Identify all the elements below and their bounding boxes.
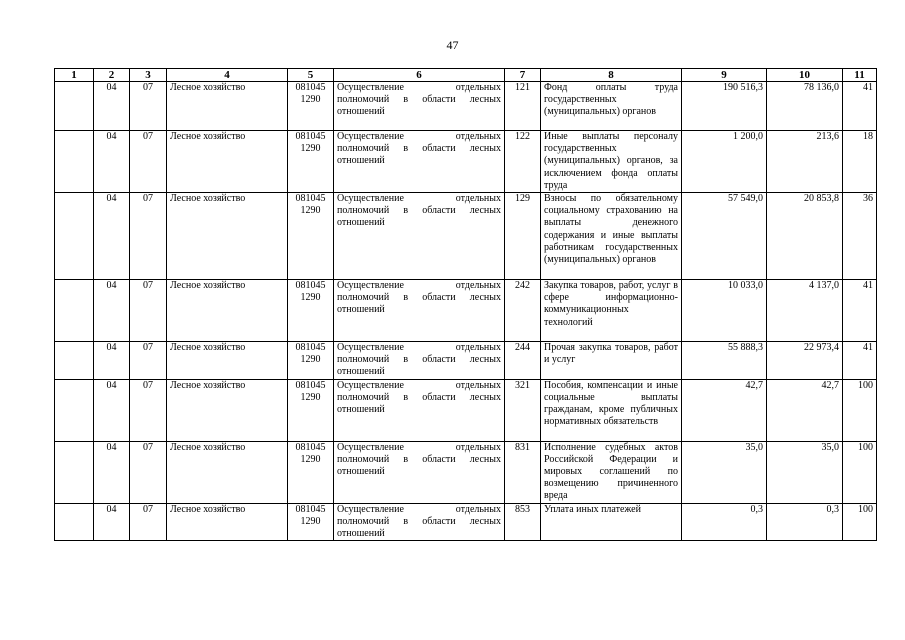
- table-row: [55, 131, 877, 193]
- cell-expense-code: 242: [505, 280, 541, 342]
- cell-percent: 41: [843, 342, 877, 380]
- cell-section: 04: [94, 342, 130, 380]
- cell-expense-name: Прочая закупка товаров, работ и услуг: [541, 342, 682, 380]
- cell-expense-code: 321: [505, 379, 541, 441]
- cell-target-name: Осуществление отдельных полномочий в области лесных отношений: [334, 441, 505, 503]
- cell-target-code: 081045 1290: [288, 131, 334, 193]
- cell-section-name: Лесное хозяйство: [167, 193, 288, 280]
- cell-percent: 41: [843, 280, 877, 342]
- cell-plan-amount: 42,7: [682, 379, 767, 441]
- cell-expense-code: 831: [505, 441, 541, 503]
- table-row: [55, 82, 877, 131]
- cell-target-name: Осуществление отдельных полномочий в области лесных отношений: [334, 342, 505, 380]
- table-row: [55, 441, 877, 503]
- cell-subsection: 07: [130, 342, 167, 380]
- cell-actual-amount: 78 136,0: [767, 82, 843, 131]
- cell-target-code: 081045 1290: [288, 379, 334, 441]
- cell-section-name: Лесное хозяйство: [167, 82, 288, 131]
- cell-expense-name: Пособия, компенсации и иные социальные выплаты гражданам, кроме публичных нормативных обязательств: [541, 379, 682, 441]
- cell-plan-amount: 0,3: [682, 503, 767, 541]
- table-row: [55, 379, 877, 441]
- cell-subsection: 07: [130, 82, 167, 131]
- cell-actual-amount: 213,6: [767, 131, 843, 193]
- cell-blank: [55, 342, 94, 380]
- cell-expense-name: Фонд оплаты труда государственных (муниципальных) органов: [541, 82, 682, 131]
- cell-percent: 100: [843, 503, 877, 541]
- cell-percent: 41: [843, 82, 877, 131]
- cell-section: 04: [94, 379, 130, 441]
- cell-plan-amount: 35,0: [682, 441, 767, 503]
- cell-subsection: 07: [130, 379, 167, 441]
- cell-target-code: 081045 1290: [288, 342, 334, 380]
- cell-plan-amount: 55 888,3: [682, 342, 767, 380]
- cell-blank: [55, 503, 94, 541]
- cell-target-code: 081045 1290: [288, 503, 334, 541]
- cell-actual-amount: 0,3: [767, 503, 843, 541]
- cell-plan-amount: 190 516,3: [682, 82, 767, 131]
- cell-section: 04: [94, 193, 130, 280]
- cell-expense-code: 853: [505, 503, 541, 541]
- cell-actual-amount: 20 853,8: [767, 193, 843, 280]
- cell-section-name: Лесное хозяйство: [167, 379, 288, 441]
- cell-section-name: Лесное хозяйство: [167, 441, 288, 503]
- cell-subsection: 07: [130, 280, 167, 342]
- cell-target-code: 081045 1290: [288, 193, 334, 280]
- budget-table: [54, 68, 877, 541]
- cell-percent: 18: [843, 131, 877, 193]
- cell-target-code: 081045 1290: [288, 82, 334, 131]
- cell-percent: 100: [843, 441, 877, 503]
- cell-expense-code: 129: [505, 193, 541, 280]
- column-header: 3: [130, 69, 167, 82]
- cell-expense-code: 244: [505, 342, 541, 380]
- cell-section-name: Лесное хозяйство: [167, 131, 288, 193]
- column-header: 6: [334, 69, 505, 82]
- table-row: [55, 342, 877, 380]
- cell-target-code: 081045 1290: [288, 441, 334, 503]
- column-header: 7: [505, 69, 541, 82]
- cell-blank: [55, 280, 94, 342]
- cell-expense-code: 122: [505, 131, 541, 193]
- header-row: [55, 69, 877, 82]
- cell-expense-name: Иные выплаты персоналу государственных (муниципальных) органов, за исключением фонда оплаты труда: [541, 131, 682, 193]
- cell-plan-amount: 10 033,0: [682, 280, 767, 342]
- cell-target-name: Осуществление отдельных полномочий в области лесных отношений: [334, 193, 505, 280]
- cell-blank: [55, 193, 94, 280]
- cell-expense-name: Исполнение судебных актов Российской Федерации и мировых соглашений по возмещению причиненного вреда: [541, 441, 682, 503]
- column-header: 11: [843, 69, 877, 82]
- cell-subsection: 07: [130, 193, 167, 280]
- cell-actual-amount: 42,7: [767, 379, 843, 441]
- cell-expense-name: Взносы по обязательному социальному страхованию на выплаты денежного содержания и иные выплаты работникам государственных (муниципальных) органов: [541, 193, 682, 280]
- cell-target-name: Осуществление отдельных полномочий в области лесных отношений: [334, 503, 505, 541]
- cell-subsection: 07: [130, 441, 167, 503]
- column-header: 8: [541, 69, 682, 82]
- cell-section-name: Лесное хозяйство: [167, 280, 288, 342]
- cell-blank: [55, 131, 94, 193]
- cell-section: 04: [94, 82, 130, 131]
- cell-target-name: Осуществление отдельных полномочий в области лесных отношений: [334, 82, 505, 131]
- column-header: 4: [167, 69, 288, 82]
- column-header: 10: [767, 69, 843, 82]
- table-row: [55, 503, 877, 541]
- column-header: 5: [288, 69, 334, 82]
- cell-blank: [55, 82, 94, 131]
- cell-section-name: Лесное хозяйство: [167, 503, 288, 541]
- cell-expense-code: 121: [505, 82, 541, 131]
- column-header: 9: [682, 69, 767, 82]
- cell-target-name: Осуществление отдельных полномочий в области лесных отношений: [334, 280, 505, 342]
- cell-actual-amount: 4 137,0: [767, 280, 843, 342]
- cell-section: 04: [94, 503, 130, 541]
- cell-percent: 36: [843, 193, 877, 280]
- cell-plan-amount: 57 549,0: [682, 193, 767, 280]
- cell-section: 04: [94, 280, 130, 342]
- cell-blank: [55, 441, 94, 503]
- table-row: [55, 193, 877, 280]
- cell-target-code: 081045 1290: [288, 280, 334, 342]
- cell-subsection: 07: [130, 131, 167, 193]
- cell-section: 04: [94, 131, 130, 193]
- page-number: 47: [446, 38, 459, 52]
- cell-actual-amount: 35,0: [767, 441, 843, 503]
- cell-target-name: Осуществление отдельных полномочий в области лесных отношений: [334, 131, 505, 193]
- column-header: 2: [94, 69, 130, 82]
- cell-target-name: Осуществление отдельных полномочий в области лесных отношений: [334, 379, 505, 441]
- cell-expense-name: Закупка товаров, работ, услуг в сфере информационно-коммуникационных технологий: [541, 280, 682, 342]
- column-header: 1: [55, 69, 94, 82]
- table-row: [55, 280, 877, 342]
- cell-subsection: 07: [130, 503, 167, 541]
- cell-blank: [55, 379, 94, 441]
- cell-expense-name: Уплата иных платежей: [541, 503, 682, 541]
- cell-actual-amount: 22 973,4: [767, 342, 843, 380]
- cell-section-name: Лесное хозяйство: [167, 342, 288, 380]
- cell-percent: 100: [843, 379, 877, 441]
- cell-section: 04: [94, 441, 130, 503]
- cell-plan-amount: 1 200,0: [682, 131, 767, 193]
